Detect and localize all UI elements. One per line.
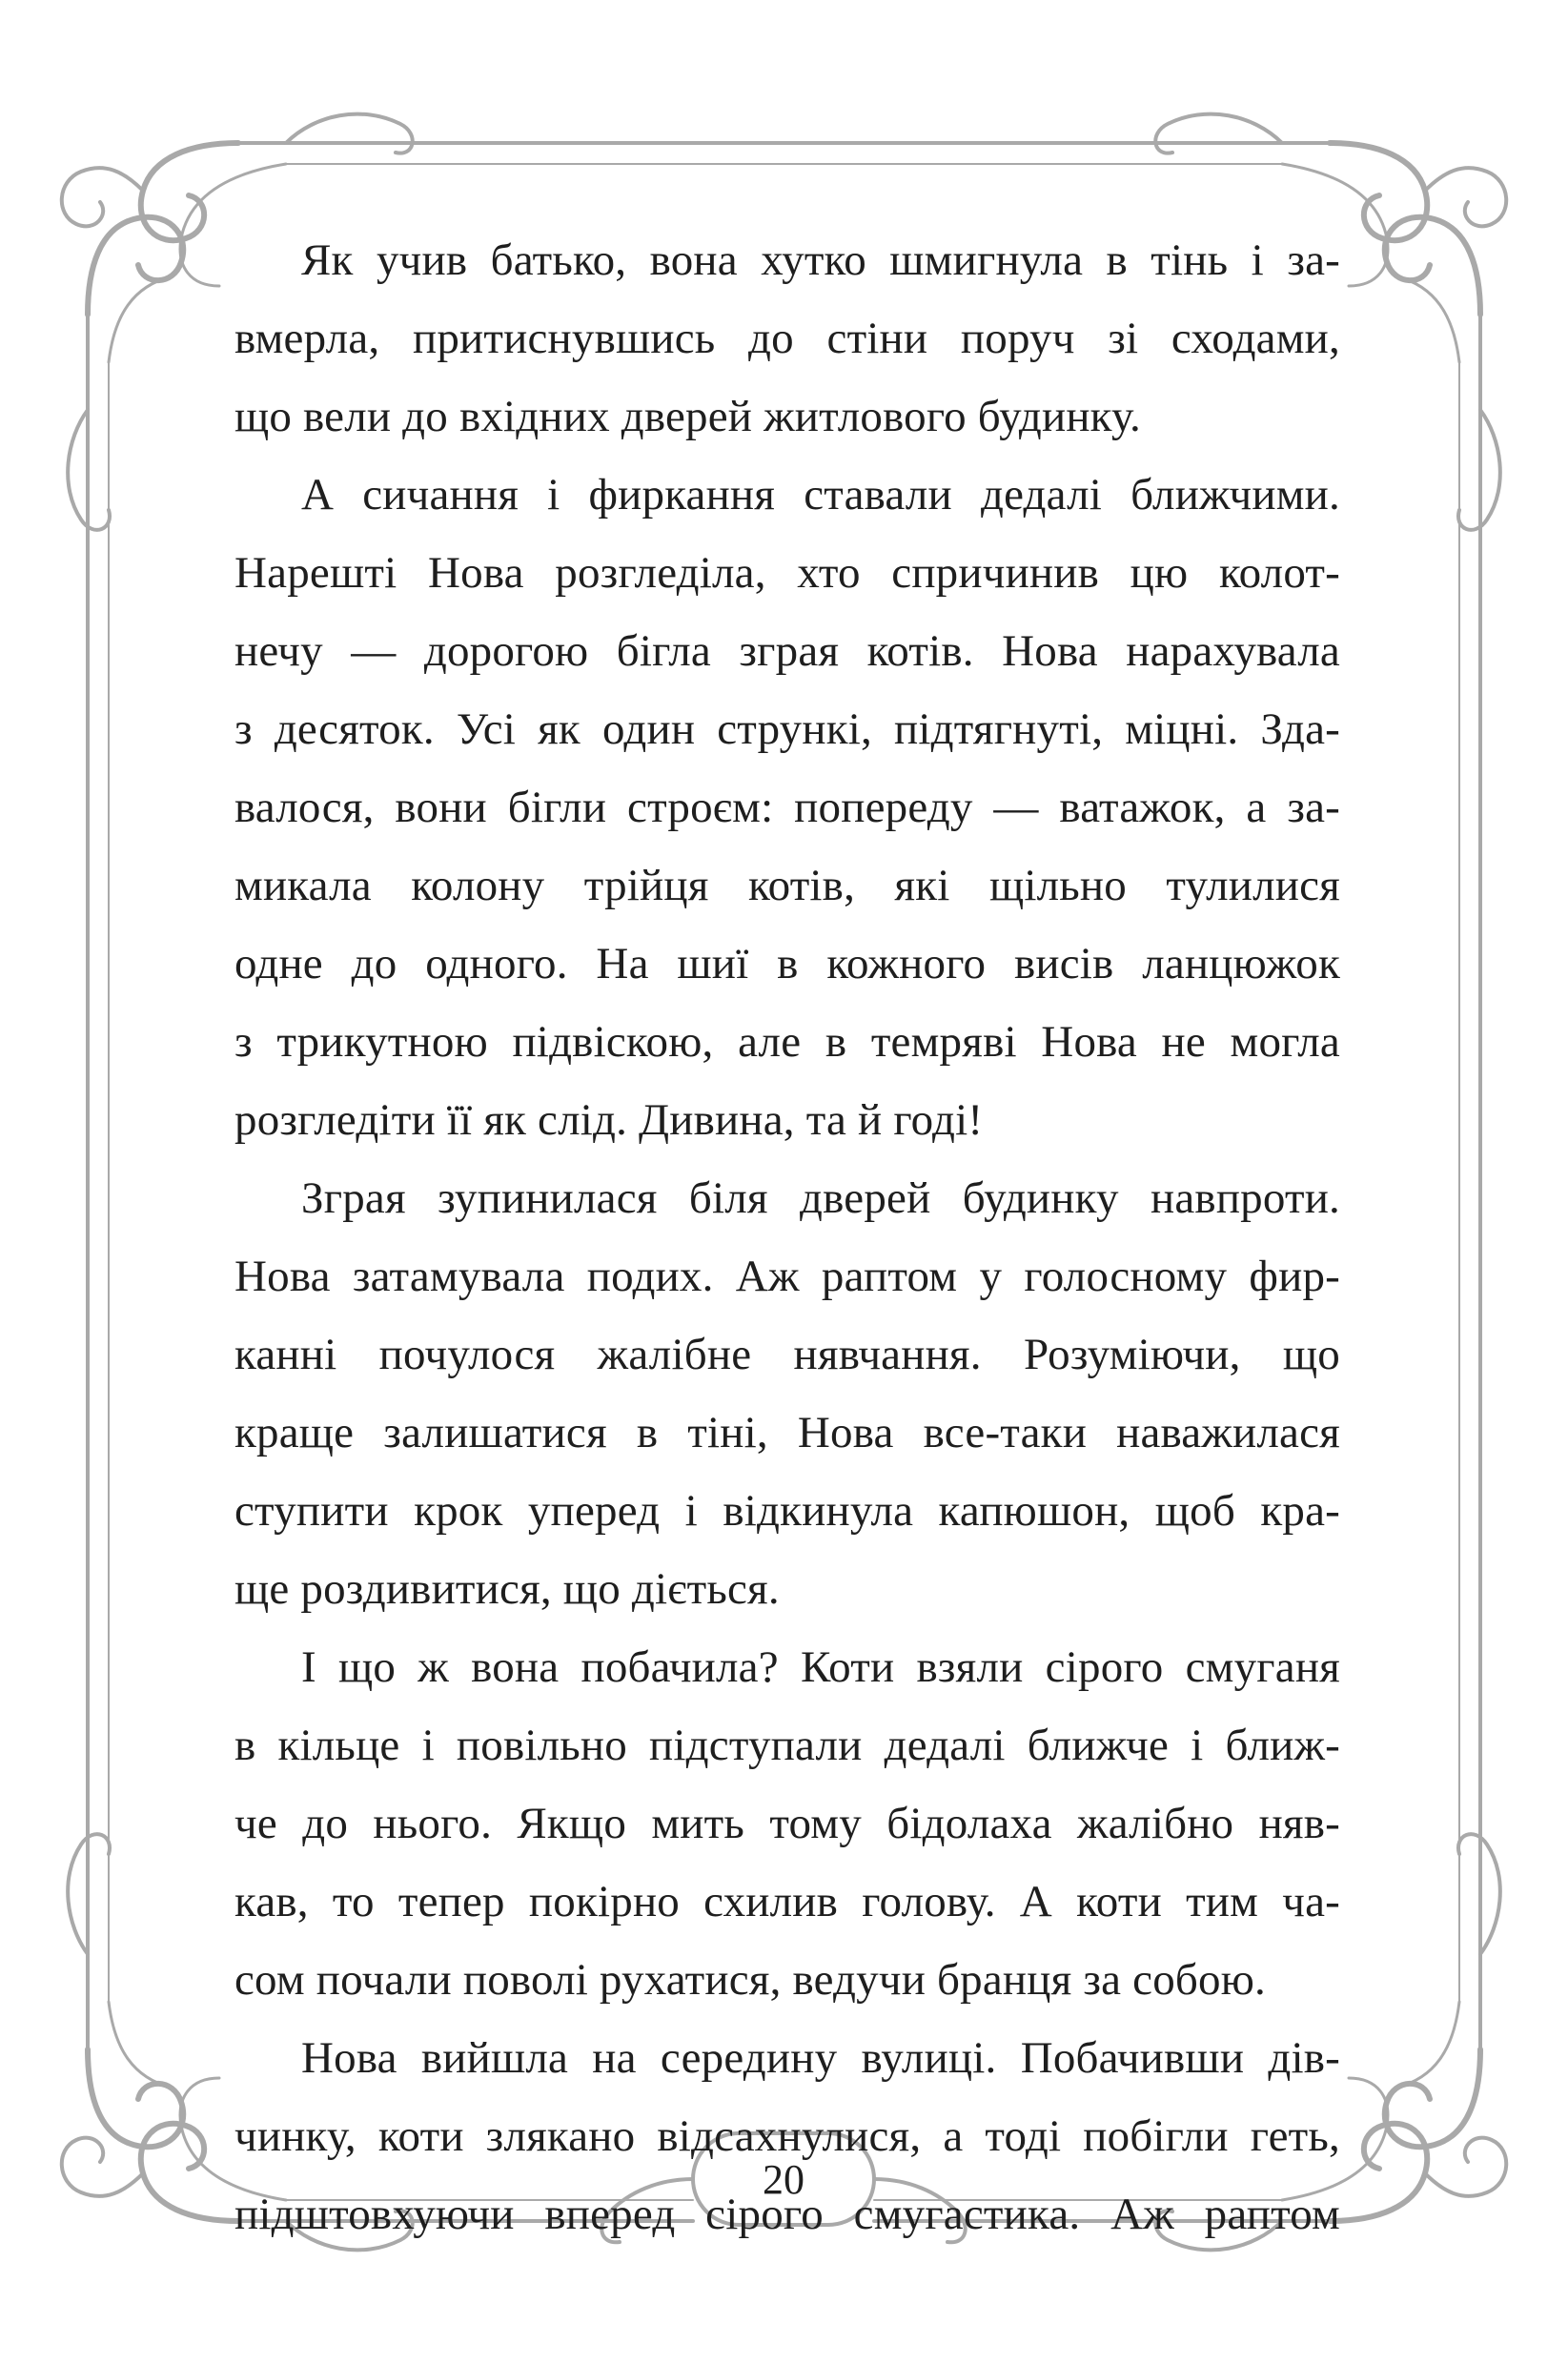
paragraph [234,1159,1340,1628]
paragraph [234,456,1340,1159]
text-line: кав, то тепер покірно схилив голову. А коти тим ча- [234,1877,1340,1926]
text-line: розгледіти її як слід. Дивина, та й годі! [234,1095,984,1145]
text-line: вмерла, притиснувшись до стіни поруч зі сходами, [234,314,1340,363]
text-line: з трикутною підвіскою, але в темряві Нова не могла [234,1017,1340,1067]
page-number-badge [693,2133,874,2225]
text-line: з десяток. Усі як один стрункі, підтягнуті, міцні. Зда- [234,704,1340,754]
text-line: нечу — дорогою бігла зграя котів. Нова нарахувала [234,626,1340,676]
text-line: краще залишатися в тіні, Нова все-таки наважилася [234,1408,1340,1457]
page-number: 20 [763,2155,804,2203]
text-line: сом почали поволі рухатися, ведучи бранця за собою. [234,1955,1266,2005]
text-line: Нова затамувала подих. Аж раптом у голосному фир- [234,1252,1340,1301]
text-line: Як учив батько, вона хутко шмигнула в тінь і за- [301,235,1340,285]
text-line: Нарешті Нова розгледіла, хто спричинив цю колот- [234,548,1340,598]
text-line: Зграя зупинилася біля дверей будинку навпроти. [301,1173,1340,1223]
body-text [234,221,1340,2253]
text-line: че до нього. Якщо мить тому бідолаха жалібно няв- [234,1799,1340,1848]
text-line: валося, вони бігли строєм: попереду — ватажок, а за- [234,783,1340,832]
text-line: одне до одного. На шиї в кожного висів ланцюжок [234,939,1340,988]
text-line: І що ж вона побачила? Коти взяли сірого смуганя [301,1642,1340,1692]
text-line: ще роздивитися, що діється. [234,1564,780,1614]
text-line: підштовхуючи вперед сірого смугастика. Аж раптом [234,2190,1340,2239]
text-line: А сичання і фиркання ставали дедалі ближчими. [301,470,1340,520]
text-line: що вели до вхідних дверей житлового будинку. [234,392,1141,441]
text-line: микала колону трійця котів, які щільно тулилися [234,861,1340,910]
paragraph [234,1628,1340,2019]
text-line: чинку, коти злякано відсахнулися, а тоді побігли геть, [234,2111,1340,2161]
text-line: канні почулося жалібне нявчання. Розуміючи, що [234,1330,1340,1379]
paragraph [234,221,1340,456]
text-line: в кільце і повільно підступали дедалі ближче і ближ- [234,1721,1340,1770]
text-line: ступити крок уперед і відкинула капюшон, щоб кра- [234,1486,1340,1536]
text-line: Нова вийшла на середину вулиці. Побачивши дів- [301,2033,1340,2083]
